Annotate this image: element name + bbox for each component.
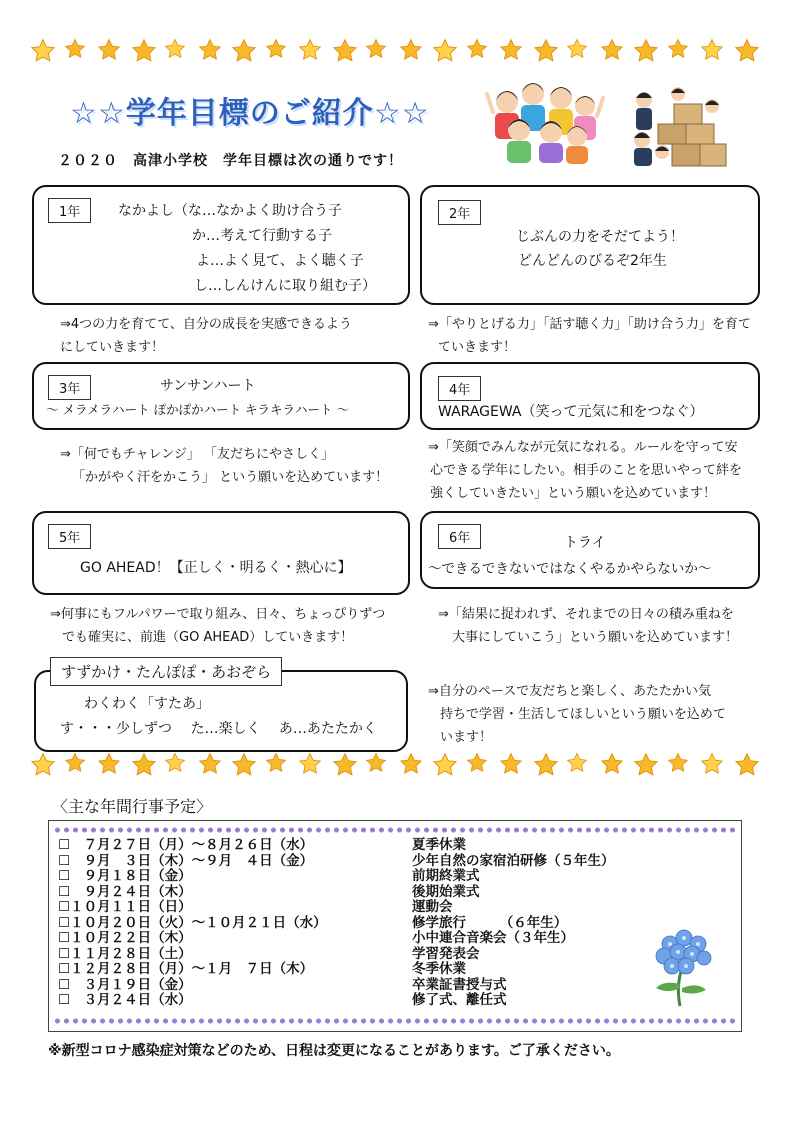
grade1-line-1: なかよし（な…なかよく助け合う子 xyxy=(118,203,342,219)
grade4-note xyxy=(428,436,742,505)
grade1-note-line-2: にしていきます！ xyxy=(60,340,165,355)
star-icon xyxy=(164,38,186,60)
star-icon xyxy=(64,752,86,774)
special-class-note-line-2: 持ちで学習・生活してほしいという願いを込めて xyxy=(440,707,726,722)
schedule-date: ☐１０月１１日（日） xyxy=(58,899,192,915)
star-icon xyxy=(533,38,559,64)
star-icon xyxy=(97,752,121,776)
grade3-note-line-2: 「かがやく汗をかこう」 という願いを込めています！ xyxy=(72,470,389,485)
schedule-date: ☐１０月２２日（木） xyxy=(58,930,192,946)
star-icon xyxy=(365,752,387,774)
star-icon xyxy=(734,38,760,64)
star-icon xyxy=(700,752,724,776)
star-icon xyxy=(265,752,287,774)
grade6-tag: 6年 xyxy=(438,524,481,549)
schedule-date: ☐１０月２０日（火）～１０月２１日（水） xyxy=(58,914,327,931)
star-icon xyxy=(231,38,257,64)
star-icon xyxy=(734,752,760,778)
grade3-note xyxy=(60,443,388,489)
star-icon xyxy=(231,752,257,778)
star-icon xyxy=(600,752,624,776)
star-icon xyxy=(566,38,588,60)
grade4-note-line-3: 強くしていきたい」という願いを込めています！ xyxy=(430,486,717,501)
grade4-line-1: WARAGEWA（笑って元気に和をつなぐ） xyxy=(438,404,704,420)
star-icon xyxy=(97,38,121,62)
top-star-border xyxy=(30,38,770,72)
schedule-event: 学習発表会 xyxy=(412,945,480,962)
special-class-note-line-3: います！ xyxy=(440,730,493,745)
star-icon xyxy=(566,752,588,774)
star-icon xyxy=(667,38,689,60)
grade2-line-1: じぶんの力をそだてよう！ xyxy=(516,229,684,245)
top-dots-border xyxy=(53,826,737,834)
special-class-note-line-1: ⇒自分のペースで友だちと楽しく、あたたかい気 xyxy=(428,684,711,699)
schedule-date: ☐ ３月２４日（水） xyxy=(58,992,192,1008)
hydrangea-illustration xyxy=(646,922,720,1008)
star-icon xyxy=(198,38,222,62)
star-icon xyxy=(164,752,186,774)
page-title: ☆☆学年目標のご紹介☆☆ xyxy=(70,96,430,131)
grade5-note-line-2: でも確実に、前進（GO AHEAD）していきます！ xyxy=(62,630,354,645)
grade5-tag: 5年 xyxy=(48,524,91,549)
star-icon xyxy=(432,752,458,778)
star-icon xyxy=(432,38,458,64)
star-icon xyxy=(466,38,488,60)
page-subtitle: ２０２０ 高津小学校 学年目標は次の通りです！ xyxy=(58,153,403,169)
star-icon xyxy=(265,38,287,60)
special-class-line-1: わくわく「すたあ」 xyxy=(84,696,210,712)
schedule-heading: 〈主な年間行事予定〉 xyxy=(52,797,213,816)
schedule-event: 後期始業式 xyxy=(412,883,480,900)
schedule-date: ☐１２月２８日（月）～１月 ７日（木） xyxy=(58,961,314,977)
star-icon xyxy=(198,752,222,776)
special-class-line-2: す・・・少しずつ た…楽しく あ…あたたかく xyxy=(60,721,377,737)
star-icon xyxy=(131,38,157,64)
star-icon xyxy=(298,38,322,62)
star-icon xyxy=(667,752,689,774)
star-icon xyxy=(700,38,724,62)
star-icon xyxy=(365,38,387,60)
schedule-event: 冬季休業 xyxy=(412,961,466,977)
star-icon xyxy=(298,752,322,776)
star-icon xyxy=(399,752,423,776)
grade6-note-line-1: ⇒「結果に捉われず、それまでの日々の積み重ねを xyxy=(438,607,734,622)
schedule-date: ☐ ３月１９日（金） xyxy=(58,976,192,993)
grade1-line-2: か…考えて行動する子 xyxy=(192,228,332,244)
schedule-event: 卒業証書授与式 xyxy=(412,976,507,993)
star-icon xyxy=(633,752,659,778)
star-icon xyxy=(600,38,624,62)
children-cheering-illustration xyxy=(485,72,605,164)
grade4-tag: 4年 xyxy=(438,376,481,401)
middle-star-border xyxy=(30,752,770,786)
star-icon xyxy=(466,752,488,774)
schedule-event: 少年自然の家宿泊研修（５年生） xyxy=(412,852,615,869)
footer-notice: ※新型コロナ感染症対策などのため、日程は変更になることがあります。ご了承ください。 xyxy=(48,1043,620,1059)
grade2-tag: 2年 xyxy=(438,200,481,225)
grade3-tag: 3年 xyxy=(48,375,91,400)
grade1-note xyxy=(60,313,352,359)
grade5-line-1: GO AHEAD！【正しく・明るく・熱心に】 xyxy=(80,560,352,576)
star-icon xyxy=(64,38,86,60)
grade4-note-line-1: ⇒「笑顔でみんなが元気になれる。ルールを守って安 xyxy=(428,440,738,455)
grade3-line-2: ～ メラメラハート ぽかぽかハート キラキラハート ～ xyxy=(46,402,350,417)
star-icon xyxy=(30,38,56,64)
star-icon xyxy=(131,752,157,778)
grade6-line-1: トライ xyxy=(564,535,606,551)
star-icon xyxy=(399,38,423,62)
star-icon xyxy=(533,752,559,778)
schedule-event: 運動会 xyxy=(412,899,453,915)
schedule-date: ☐１１月２８日（土） xyxy=(58,945,192,962)
special-class-note xyxy=(428,680,726,749)
star-icon xyxy=(499,38,523,62)
grade2-line-2: どんどんのびるぞ2年生 xyxy=(518,253,667,269)
grade2-note-line-2: ていきます！ xyxy=(438,340,517,355)
bottom-dots-border xyxy=(53,1017,737,1025)
grade5-note xyxy=(50,603,385,649)
star-icon xyxy=(332,752,358,778)
star-icon xyxy=(633,38,659,64)
schedule-event: 小中連合音楽会（３年生） xyxy=(412,930,574,946)
special-class-tag: すずかけ・たんぽぽ・あおぞら xyxy=(50,657,282,686)
children-teamwork-illustration xyxy=(628,86,728,168)
grade2-note-line-1: ⇒「やりとげる力」「話す聴く力」「助け合う力」を育て xyxy=(428,317,751,332)
grade5-note-line-1: ⇒何事にもフルパワーで取り組み、日々、ちょっぴりずつ xyxy=(50,607,386,622)
schedule-date: ☐ ９月２４日（木） xyxy=(58,883,192,900)
grade1-line-3: よ…よく見て、よく聴く子 xyxy=(196,253,364,269)
grade4-note-line-2: 心できる学年にしたい。相手のことを思いやって絆を xyxy=(430,463,743,478)
schedule-event: 修了式、離任式 xyxy=(412,992,507,1008)
schedule-date: ☐ ７月２７日（月）～８月２６日（水） xyxy=(58,837,314,853)
grade1-tag: 1年 xyxy=(48,198,91,223)
grade3-line-1: サンサンハート xyxy=(160,378,256,394)
schedule-event: 前期終業式 xyxy=(412,868,480,884)
grade6-note xyxy=(438,603,738,649)
grade6-line-2: ～できるできないではなくやるかやらないか～ xyxy=(428,561,712,577)
grade3-note-line-1: ⇒「何でもチャレンジ」 「友だちにやさしく」 xyxy=(60,447,334,462)
star-icon xyxy=(30,752,56,778)
grade1-line-4: し…しんけんに取り組む子） xyxy=(194,278,376,294)
grade2-note xyxy=(428,313,751,359)
schedule-date: ☐ ９月１８日（金） xyxy=(58,868,192,884)
grade1-note-line-1: ⇒4つの力を育てて、自分の成長を実感できるよう xyxy=(60,317,352,332)
star-icon xyxy=(332,38,358,64)
grade6-note-line-2: 大事にしていこう」という願いを込めています！ xyxy=(452,630,739,645)
schedule-event: 夏季休業 xyxy=(412,837,466,853)
schedule-date: ☐ ９月 ３日（木）～９月 ４日（金） xyxy=(58,852,314,869)
star-icon xyxy=(499,752,523,776)
schedule-event: 修学旅行 （６年生） xyxy=(412,914,568,931)
